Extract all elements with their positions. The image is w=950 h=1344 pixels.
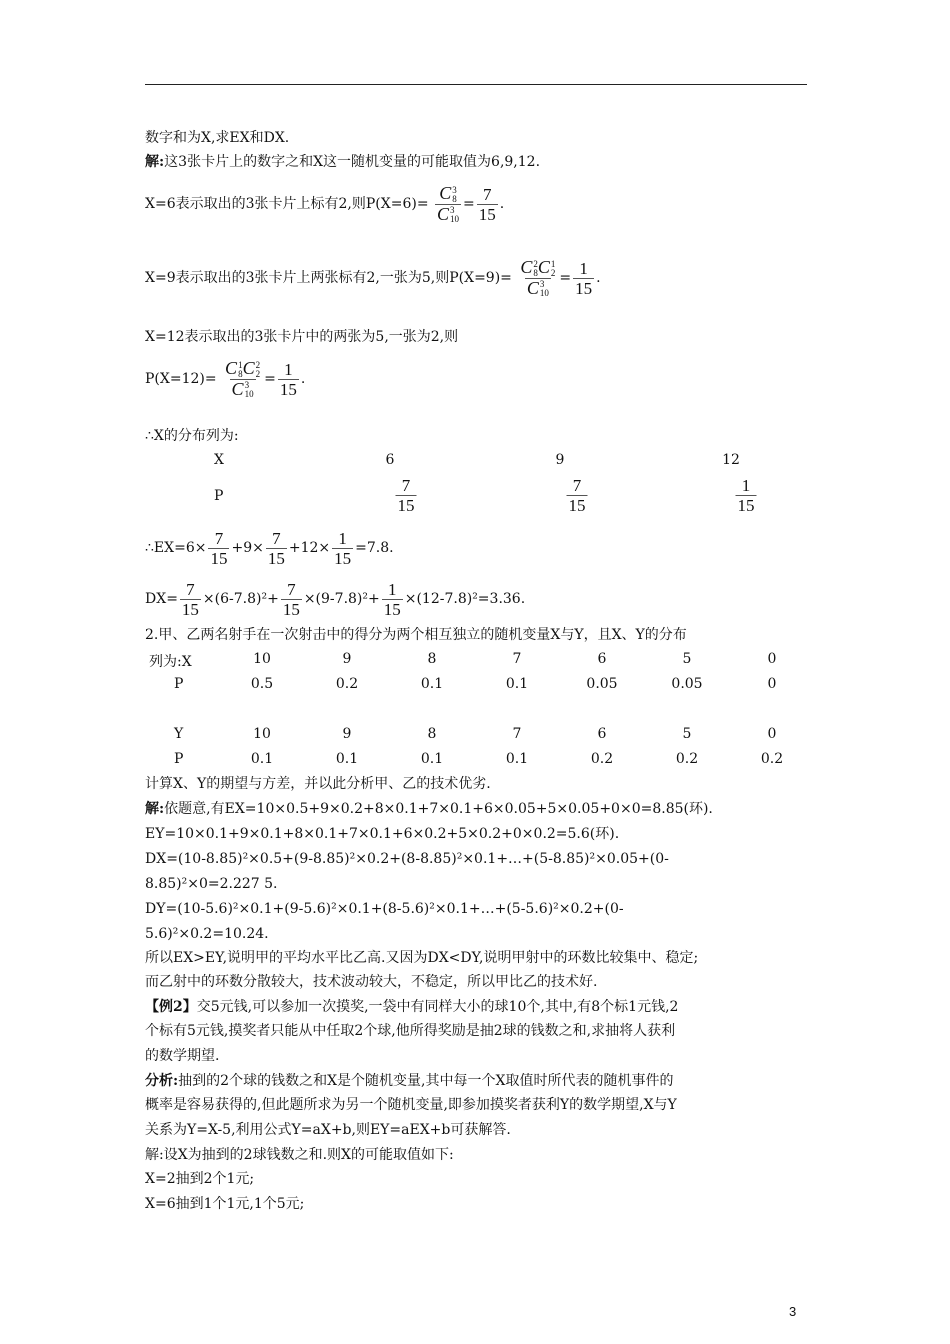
text-line: 所以EX>EY,说明甲的平均水平比乙高.又因为DX<DY,说明甲射中的环数比较集中、稳定; (145, 950, 699, 966)
table-cell: 12 (722, 452, 740, 468)
table-cell: 7 (512, 726, 522, 742)
table-cell: 10 (253, 651, 271, 667)
formula-prefix: X=6表示取出的3张卡片上标有2,则P(X=6)= (145, 196, 429, 212)
table-cell: 9 (342, 651, 352, 667)
solution-text: 这3张卡片上的数字之和X这一随机变量的可能取值为6,9,12. (164, 154, 541, 170)
table-cell: 0.2 (590, 751, 614, 767)
table-header: Y (174, 726, 184, 742)
text-line: X=12表示取出的3张卡片中的两张为5,一张为2,则 (145, 329, 459, 345)
table-cell: 0 (767, 726, 777, 742)
text-line: 而乙射中的环数分散较大，技术波动较大，不稳定，所以甲比乙的技术好. (145, 974, 598, 990)
table-header: P (174, 676, 184, 692)
fraction: C 1 8 C 2 2 C 3 10 (225, 357, 261, 400)
table-cell: 5 (682, 726, 692, 742)
header-rule (145, 84, 807, 85)
table-cell: 0.1 (505, 751, 529, 767)
table-cell: 0.1 (420, 751, 444, 767)
fraction: $\frac{1}{15}$ (279, 359, 297, 399)
formula-line: X=9表示取出的3张卡片上两张标有2,一张为5,则P(X=9)= C 2 8 C 1 2 C 3 10 = $\frac{1}{15}$ . (145, 256, 601, 299)
text-line: ∴X的分布列为: (145, 428, 239, 444)
table-cell: 0.1 (505, 676, 529, 692)
formula-prefix: X=9表示取出的3张卡片上两张标有2,一张为5,则P(X=9)= (145, 270, 512, 286)
text-line: 概率是容易获得的,但此题所求为另一个随机变量,即参加摸奖者获利Y的数学期望,X与Y (145, 1097, 677, 1113)
table-header: P (174, 751, 184, 767)
table-header: X (214, 452, 224, 468)
formula-line: X=6表示取出的3张卡片上标有2,则P(X=6)= C 3 8 C 3 10 = $\frac{7}{15}$ . (145, 182, 505, 225)
table-cell: $\frac{7}{15}$ (568, 476, 586, 515)
table-cell: 0.5 (250, 676, 274, 692)
text-line: 2.甲、乙两名射手在一次射击中的得分为两个相互独立的随机变量X与Y，且X、Y的分布 (145, 627, 687, 643)
text-line: EY=10×0.1+9×0.1+8×0.1+7×0.1+6×0.2+5×0.2+0×0.2=5.6(环). (145, 826, 620, 842)
table-cell: 0.05 (586, 676, 618, 692)
table-cell: $\frac{1}{15}$ (737, 476, 755, 515)
table-cell: 0.1 (420, 676, 444, 692)
table-cell: 8 (427, 726, 437, 742)
table-cell: 0.2 (335, 676, 359, 692)
table-cell: 0 (767, 651, 777, 667)
fraction: C 2 8 C 1 2 C 3 10 (520, 256, 556, 299)
fraction: $\frac{1}{15}$ (575, 258, 593, 298)
text-line: DY=(10-5.6)²×0.1+(9-5.6)²×0.1+(8-5.6)²×0.1+…+(5-5.6)²×0.2+(0- (145, 901, 624, 917)
text-line: 数字和为X,求EX和DX. (145, 130, 290, 146)
table-cell: 8 (427, 651, 437, 667)
table-cell: 0.1 (250, 751, 274, 767)
text-line: 的数学期望. (145, 1048, 220, 1064)
page-number: 3 (789, 1304, 797, 1319)
table-cell: 6 (385, 452, 395, 468)
text-line: 【例2】交5元钱,可以参加一次摸奖,一袋中有同样大小的球10个,其中,有8个标1元钱,2 (145, 999, 679, 1015)
fraction: $\frac{7}{15}$ (478, 184, 496, 224)
text-line: 个标有5元钱,摸奖者只能从中任取2个球,他所得奖励是抽2球的钱数之和,求抽将人获利 (145, 1023, 676, 1039)
text-line: 解:依题意,有EX=10×0.5+9×0.2+8×0.1+7×0.1+6×0.05+5×0.05+0×0=8.85(环). (145, 801, 713, 817)
formula-line: ∴EX=6× $\frac{7}{15}$ +9× $\frac{7}{15}$ +12× $\frac{1}{15}$ =7.8. (145, 528, 394, 568)
text-line: 解:设X为抽到的2球钱数之和.则X的可能取值如下: (145, 1147, 454, 1163)
solution-label: 解: (145, 154, 165, 170)
text-line: X=2抽到2个1元; (145, 1171, 255, 1187)
table-cell: $\frac{7}{15}$ (397, 476, 415, 515)
text-line: DX=(10-8.85)²×0.5+(9-8.85)²×0.2+(8-8.85)²×0.1+…+(5-8.85)²×0.05+(0- (145, 851, 669, 867)
formula-line: P(X=12)= C 1 8 C 2 2 C 3 10 = $\frac{1}{15}$ . (145, 357, 306, 400)
table-cell: 9 (342, 726, 352, 742)
table-cell: 6 (597, 726, 607, 742)
table-header: 列为:X (149, 654, 192, 670)
formula-line: DX= $\frac{7}{15}$ ×(6-7.8)²+ $\frac{7}{15}$ ×(9-7.8)²+ $\frac{1}{15}$ ×(12-7.8)²=3.36. (145, 579, 526, 619)
table-cell: 6 (597, 651, 607, 667)
text-line: 关系为Y=X-5,利用公式Y=aX+b,则EY=aEX+b可获解答. (145, 1122, 511, 1138)
table-header: P (214, 488, 224, 504)
text-line: 8.85)²×0=2.227 5. (145, 876, 278, 892)
table-cell: 9 (555, 452, 565, 468)
table-cell: 0.1 (335, 751, 359, 767)
table-cell: 10 (253, 726, 271, 742)
text-line: X=6抽到1个1元,1个5元; (145, 1196, 305, 1212)
table-cell: 0.2 (760, 751, 784, 767)
table-cell: 7 (512, 651, 522, 667)
table-cell: 0.05 (671, 676, 703, 692)
text-line: 计算X、Y的期望与方差，并以此分析甲、乙的技术优劣. (145, 776, 491, 792)
table-cell: 0.2 (675, 751, 699, 767)
text-line: 分析:抽到的2个球的钱数之和X是个随机变量,其中每一个X取值时所代表的随机事件的 (145, 1073, 674, 1089)
text-line: 5.6)²×0.2=10.24. (145, 926, 269, 942)
fraction: C 3 8 C 3 10 (437, 182, 460, 225)
table-cell: 0 (767, 676, 777, 692)
formula-prefix: P(X=12)= (145, 371, 217, 387)
table-cell: 5 (682, 651, 692, 667)
text-line (145, 153, 540, 171)
